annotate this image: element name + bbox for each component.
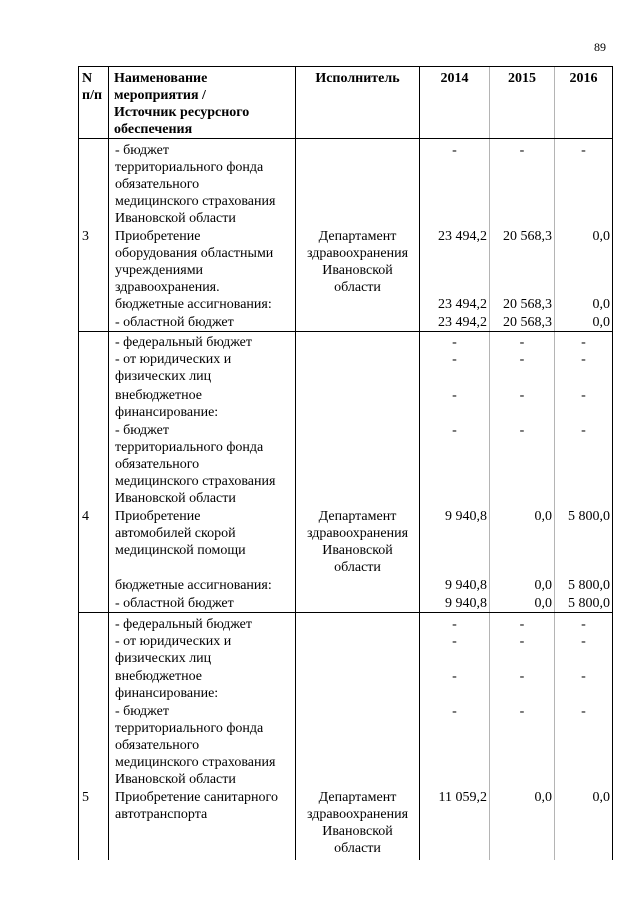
row-value-2014: 23 494,2 <box>438 315 487 330</box>
row-value-2015: - <box>519 423 525 438</box>
header-2016: 2016 <box>569 71 598 86</box>
row-value-2016: - <box>581 634 586 649</box>
row-value-2014: 23 494,2 <box>438 229 487 244</box>
header-executor: Исполнитель <box>315 71 400 86</box>
row-name: Приобретение автомобилей скорой медицинской помощи <box>115 509 246 558</box>
row-name: - бюджет территориального фонда обязательного медицинского страхования Ивановской области <box>115 423 276 506</box>
row-value-2016: - <box>581 669 586 684</box>
row-value-2015: - <box>519 352 525 367</box>
table-border-left <box>78 66 79 860</box>
row-value-2014: - <box>452 388 457 403</box>
table-border-right <box>612 66 613 860</box>
row-value-2015: 0,0 <box>534 790 552 805</box>
row-name: - федеральный бюджет <box>115 617 253 632</box>
row-value-2014: 11 059,2 <box>438 790 487 805</box>
row-value-2015: 20 568,3 <box>503 297 552 312</box>
row-value-2016: 0,0 <box>592 790 610 805</box>
header-2015: 2015 <box>508 71 536 86</box>
table-border-top <box>78 66 613 67</box>
column-divider <box>295 66 296 860</box>
row-value-2016: - <box>581 352 586 367</box>
row-name: - от юридических и физических лиц <box>115 634 232 666</box>
row-value-2016: 5 800,0 <box>568 509 610 524</box>
row-value-2016: - <box>581 143 586 158</box>
row-value-2014: 9 940,8 <box>445 596 487 611</box>
row-value-2015: - <box>519 335 525 350</box>
row-value-2015: 20 568,3 <box>503 229 552 244</box>
row-name: Приобретение санитарного автотранспорта <box>115 790 278 822</box>
row-value-2016: - <box>581 388 586 403</box>
column-divider <box>554 66 555 860</box>
row-value-2015: 20 568,3 <box>503 315 552 330</box>
header-num: N п/п <box>82 71 103 103</box>
row-name: - от юридических и физических лиц <box>115 352 232 384</box>
row-value-2014: - <box>452 704 457 719</box>
row-name: - бюджет территориального фонда обязательного медицинского страхования Ивановской области <box>115 143 276 226</box>
column-divider <box>419 66 420 860</box>
column-divider <box>108 66 109 860</box>
header-name: Наименование мероприятия / Источник ресурсного обеспечения <box>114 71 250 137</box>
row-name: - бюджет территориального фонда обязательного медицинского страхования Ивановской области <box>115 704 276 787</box>
row-name: внебюджетное финансирование: <box>115 388 219 420</box>
row-value-2016: - <box>581 335 586 350</box>
row-value-2015: - <box>519 634 525 649</box>
row-value-2016: 5 800,0 <box>568 596 610 611</box>
row-value-2015: - <box>519 704 525 719</box>
row-name: - областной бюджет <box>115 596 234 611</box>
row-executor: Департамент здравоохранения Ивановской области <box>306 509 409 575</box>
row-number: 4 <box>82 509 89 524</box>
row-value-2016: - <box>581 704 586 719</box>
row-value-2014: 9 940,8 <box>445 578 487 593</box>
row-name: бюджетные ассигнования: <box>115 578 272 593</box>
header-divider <box>78 138 613 139</box>
row-value-2015: - <box>519 143 525 158</box>
row-value-2016: 5 800,0 <box>568 578 610 593</box>
row-value-2015: 0,0 <box>534 578 552 593</box>
row-value-2014: - <box>452 335 457 350</box>
header-2014: 2014 <box>440 71 469 86</box>
row-value-2014: - <box>452 617 457 632</box>
row-name: внебюджетное финансирование: <box>115 669 219 701</box>
row-number: 5 <box>82 790 89 805</box>
row-value-2014: - <box>452 423 457 438</box>
row-executor: Департамент здравоохранения Ивановской области <box>306 229 409 295</box>
row-value-2015: 0,0 <box>534 596 552 611</box>
row-value-2014: - <box>452 669 457 684</box>
row-name: - областной бюджет <box>115 315 234 330</box>
row-number: 3 <box>82 229 89 244</box>
row-value-2015: - <box>519 388 525 403</box>
row-divider <box>78 331 613 332</box>
row-divider <box>78 612 613 613</box>
row-value-2016: 0,0 <box>592 315 610 330</box>
row-value-2016: - <box>581 617 586 632</box>
row-value-2014: - <box>452 143 457 158</box>
page-number: 89 <box>594 40 606 54</box>
row-value-2015: - <box>519 669 525 684</box>
row-name: Приобретение оборудования областными учреждениями здравоохранения. <box>115 229 274 295</box>
column-divider <box>489 66 490 860</box>
row-value-2016: 0,0 <box>592 297 610 312</box>
row-value-2014: - <box>452 352 457 367</box>
row-value-2015: - <box>519 617 525 632</box>
row-value-2014: 9 940,8 <box>445 509 487 524</box>
row-value-2016: - <box>581 423 586 438</box>
row-value-2016: 0,0 <box>592 229 610 244</box>
row-executor: Департамент здравоохранения Ивановской области <box>306 790 409 856</box>
row-name: - федеральный бюджет <box>115 335 253 350</box>
row-value-2015: 0,0 <box>534 509 552 524</box>
row-value-2014: - <box>452 634 457 649</box>
row-value-2014: 23 494,2 <box>438 297 487 312</box>
row-name: бюджетные ассигнования: <box>115 297 272 312</box>
